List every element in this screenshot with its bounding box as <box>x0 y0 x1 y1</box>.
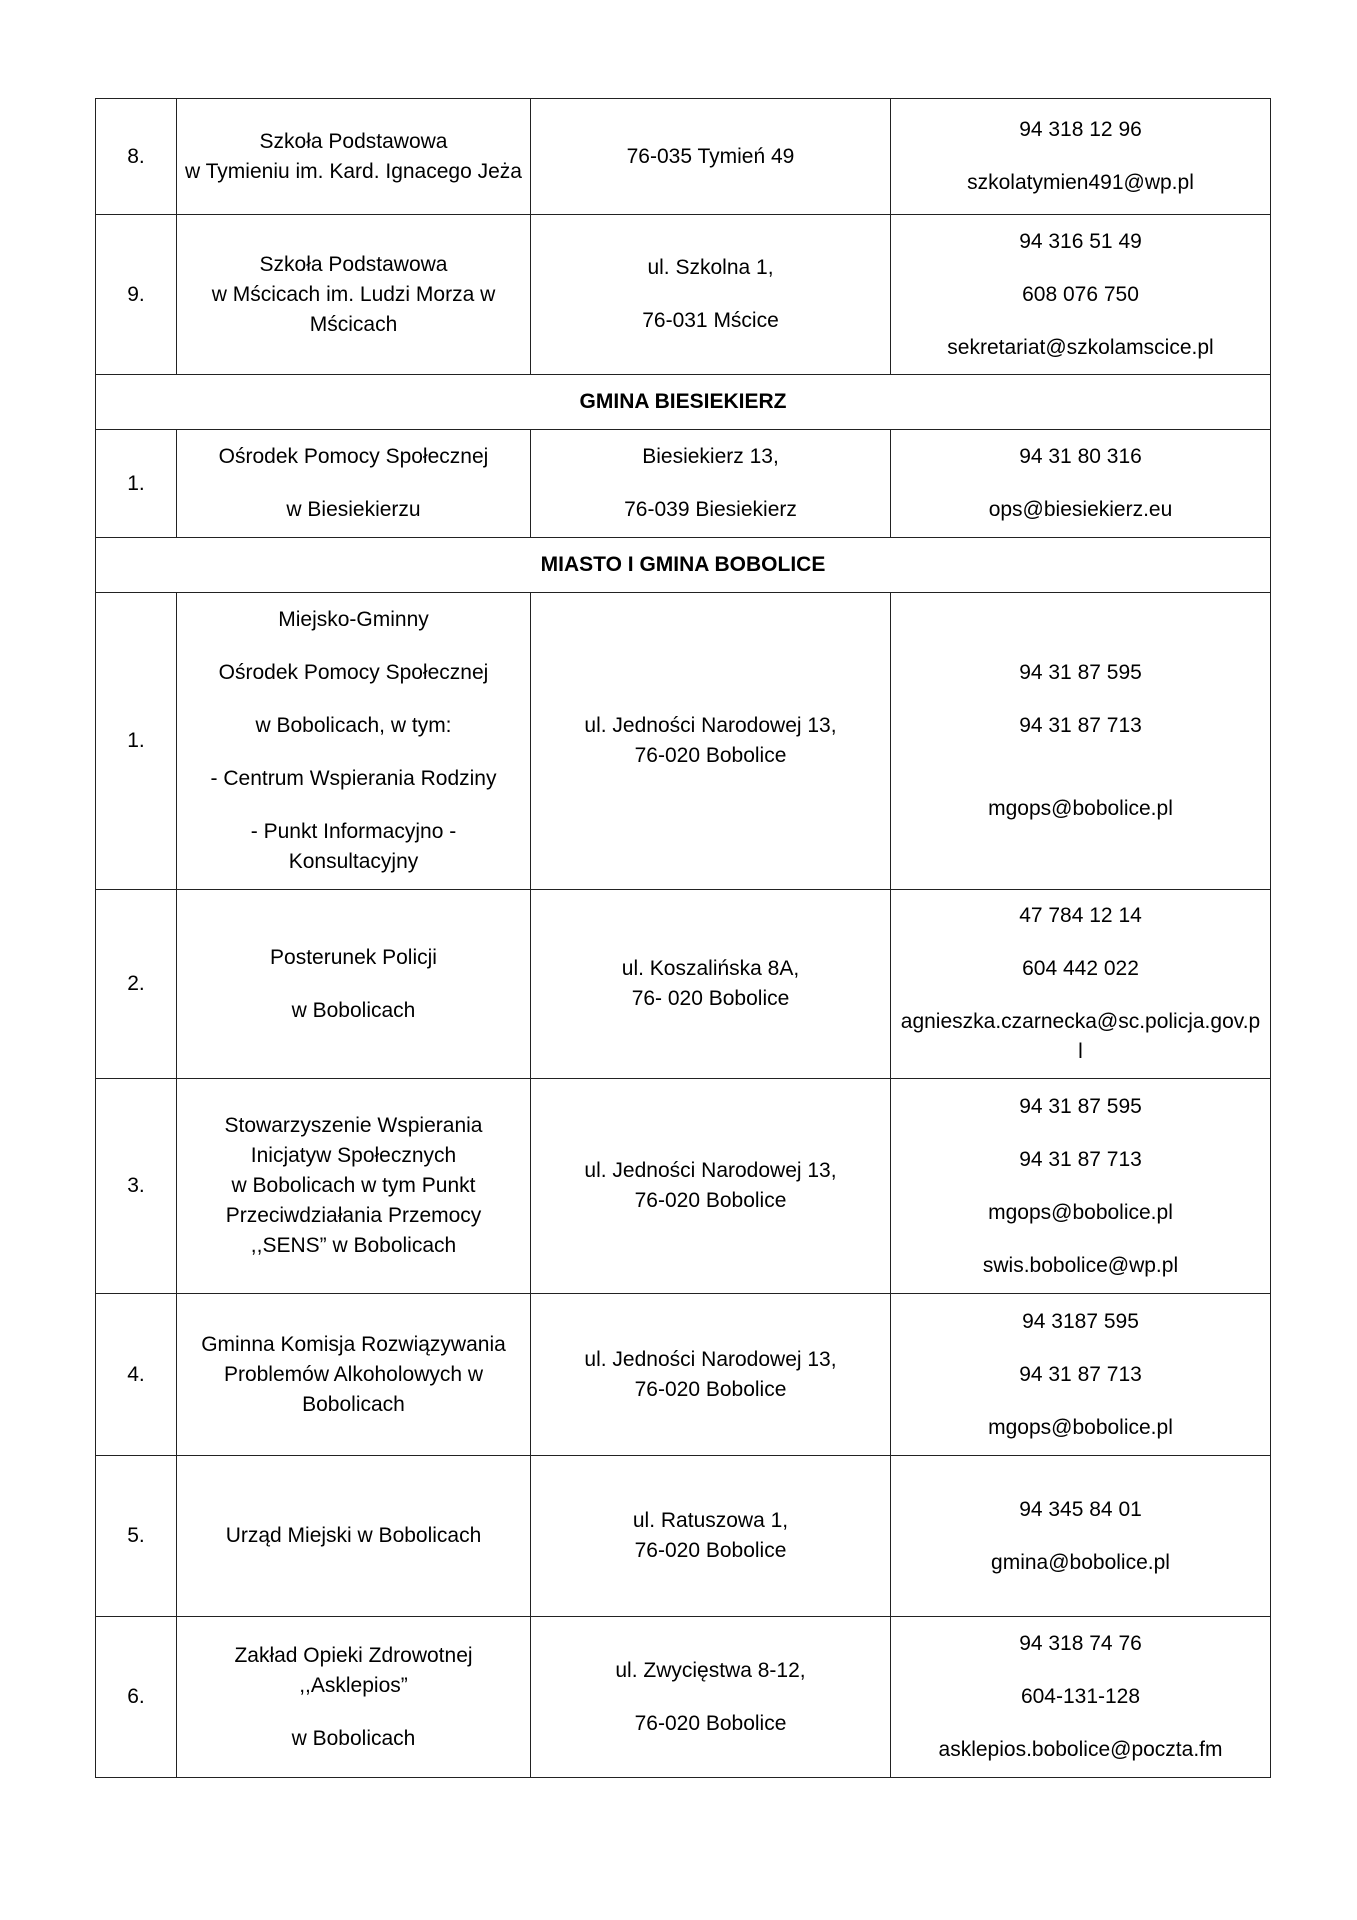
email: mgops@bobolice.pl <box>988 797 1173 820</box>
contacts-table <box>95 98 1271 1778</box>
institution-name: Urząd Miejski w Bobolicach <box>177 1456 531 1617</box>
table-row <box>96 1079 1271 1294</box>
row-number: 4. <box>96 1294 177 1456</box>
phone: 94 318 74 76 <box>1019 1632 1142 1655</box>
institution-name: Szkoła Podstawowa w Tymieniu im. Kard. Ignacego Jeża <box>177 99 531 215</box>
contact-info <box>891 99 1271 215</box>
address: 76-035 Tymień 49 <box>531 99 891 215</box>
phone: 47 784 12 14 <box>1019 904 1142 927</box>
table-row <box>96 890 1271 1079</box>
address: ul. Zwycięstwa 8-12, 76-020 Bobolice <box>531 1617 891 1778</box>
email: szkolatymien491@wp.pl <box>967 171 1194 194</box>
address: ul. Jedności Narodowej 13, 76-020 Bobolice <box>531 593 891 890</box>
phone: 604 442 022 <box>1022 957 1139 980</box>
row-number: 1. <box>96 430 177 538</box>
email: asklepios.bobolice@poczta.fm <box>938 1738 1223 1761</box>
phone: 94 3187 595 <box>1022 1309 1139 1333</box>
phone: 608 076 750 <box>1022 282 1139 306</box>
section-header-row <box>96 538 1271 593</box>
table-row <box>96 430 1271 538</box>
phone: 94 345 84 01 <box>1019 1497 1142 1521</box>
contact-info <box>891 890 1271 1079</box>
institution-name: Zakład Opieki Zdrowotnej ,,Asklepios” w Bobolicach <box>177 1617 531 1778</box>
section-title: MIASTO I GMINA BOBOLICE <box>96 538 1271 593</box>
institution-name: Gminna Komisja Rozwiązywania Problemów Alkoholowych w Bobolicach <box>177 1294 531 1456</box>
address: Biesiekierz 13, 76-039 Biesiekierz <box>531 430 891 538</box>
row-number: 2. <box>96 890 177 1079</box>
institution-name: Miejsko-Gminny Ośrodek Pomocy Społecznej w Bobolicach, w tym: - Centrum Wspierania Rodziny - Punkt Informacyjno - Konsultacyjny <box>177 593 531 890</box>
phone: 94 31 87 713 <box>1019 714 1142 737</box>
phone: 604-131-128 <box>1020 1685 1141 1708</box>
contact-info <box>891 430 1271 538</box>
institution-name: Ośrodek Pomocy Społecznej w Biesiekierzu <box>177 430 531 538</box>
institution-name: Posterunek Policji w Bobolicach <box>177 890 531 1079</box>
email: mgops@bobolice.pl <box>988 1200 1173 1224</box>
phone: 94 318 12 96 <box>1019 118 1142 141</box>
email: sekretariat@szkolamscice.pl <box>947 335 1214 359</box>
table-row <box>96 1456 1271 1617</box>
row-number: 8. <box>96 99 177 215</box>
table-row <box>96 1617 1271 1778</box>
phone: 94 31 80 316 <box>1019 445 1142 468</box>
email: swis.bobolice@wp.pl <box>982 1253 1179 1277</box>
row-number: 3. <box>96 1079 177 1294</box>
address: ul. Koszalińska 8A, 76- 020 Bobolice <box>531 890 891 1079</box>
phone: 94 316 51 49 <box>1019 229 1142 253</box>
email: gmina@bobolice.pl <box>991 1550 1170 1574</box>
contact-info <box>891 1294 1271 1456</box>
table-row <box>96 1294 1271 1456</box>
contact-info <box>891 1617 1271 1778</box>
row-number: 1. <box>96 593 177 890</box>
phone: 94 31 87 595 <box>1019 1094 1142 1118</box>
row-number: 6. <box>96 1617 177 1778</box>
section-title: GMINA BIESIEKIERZ <box>96 375 1271 430</box>
institution-name: Stowarzyszenie Wspierania Inicjatyw Społecznych w Bobolicach w tym Punkt Przeciwdziałania Przemocy ,,SENS” w Bobolicach <box>177 1079 531 1294</box>
address: ul. Ratuszowa 1, 76-020 Bobolice <box>531 1456 891 1617</box>
address: ul. Jedności Narodowej 13, 76-020 Bobolice <box>531 1079 891 1294</box>
row-number: 5. <box>96 1456 177 1617</box>
contact-info <box>891 1456 1271 1617</box>
table-row <box>96 215 1271 375</box>
email: ops@biesiekierz.eu <box>988 498 1173 521</box>
section-header-row <box>96 375 1271 430</box>
address: ul. Szkolna 1, 76-031 Mścice <box>531 215 891 375</box>
institution-name: Szkoła Podstawowa w Mścicach im. Ludzi Morza w Mścicach <box>177 215 531 375</box>
contact-info <box>891 593 1271 890</box>
contact-info <box>891 215 1271 375</box>
address: ul. Jedności Narodowej 13, 76-020 Bobolice <box>531 1294 891 1456</box>
email: mgops@bobolice.pl <box>988 1415 1173 1439</box>
email: agnieszka.czarnecka@sc.policja.gov.pl <box>900 1010 1261 1063</box>
contact-info <box>891 1079 1271 1294</box>
phone: 94 31 87 595 <box>1019 661 1142 684</box>
table-row <box>96 593 1271 890</box>
table-row <box>96 99 1271 215</box>
row-number: 9. <box>96 215 177 375</box>
phone: 94 31 87 713 <box>1019 1147 1142 1171</box>
phone: 94 31 87 713 <box>1019 1362 1142 1386</box>
